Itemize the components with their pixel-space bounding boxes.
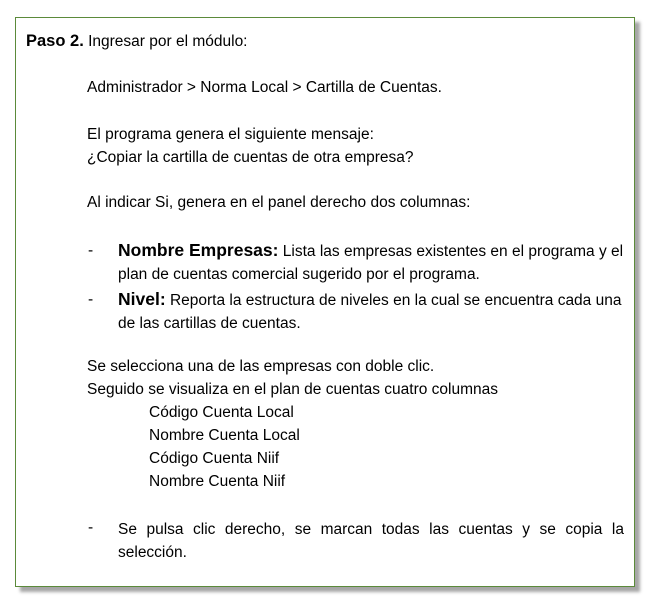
step-label: Paso 2. bbox=[26, 32, 84, 50]
bullet-text: Reporta la estructura de niveles en la cual se encuentra cada una de las cartillas de cuentas. bbox=[118, 292, 622, 332]
columns-intro: Seguido se visualiza en el plan de cuentas cuatro columnas bbox=[87, 381, 499, 398]
final-bullet-text: Se pulsa clic derecho, se marcan todas las cuentas y se copia la selección. bbox=[118, 521, 624, 561]
indicate-yes-text: Al indicar Si, genera en el panel derecho dos columnas: bbox=[87, 194, 471, 211]
bullet-bold-label: Nombre Empresas: bbox=[118, 240, 279, 260]
bullet-nivel bbox=[118, 288, 624, 335]
message-intro: El programa genera el siguiente mensaje: bbox=[87, 126, 374, 143]
column-item: Nombre Cuenta Niif bbox=[149, 473, 286, 490]
bullet-text: Lista las empresas existentes en el programa y el plan de cuentas comercial sugerido por el programa. bbox=[118, 243, 624, 283]
bullet-bold-label: Nivel: bbox=[118, 289, 166, 309]
step-heading bbox=[26, 31, 248, 52]
select-company-text: Se selecciona una de las empresas con doble clic. bbox=[87, 358, 435, 375]
column-item: Nombre Cuenta Local bbox=[149, 427, 300, 444]
menu-path: Administrador > Norma Local > Cartilla de Cuentas. bbox=[87, 79, 442, 96]
column-item: Código Cuenta Local bbox=[149, 404, 294, 421]
message-question: ¿Copiar la cartilla de cuentas de otra empresa? bbox=[87, 149, 414, 166]
bullet-dash: - bbox=[88, 519, 94, 536]
instruction-box bbox=[15, 17, 635, 587]
bullet-dash: - bbox=[88, 242, 94, 259]
column-item: Código Cuenta Niif bbox=[149, 450, 280, 467]
step-text: Ingresar por el módulo: bbox=[83, 33, 248, 50]
bullet-nombre-empresas bbox=[118, 239, 624, 286]
bullet-dash: - bbox=[88, 291, 94, 308]
